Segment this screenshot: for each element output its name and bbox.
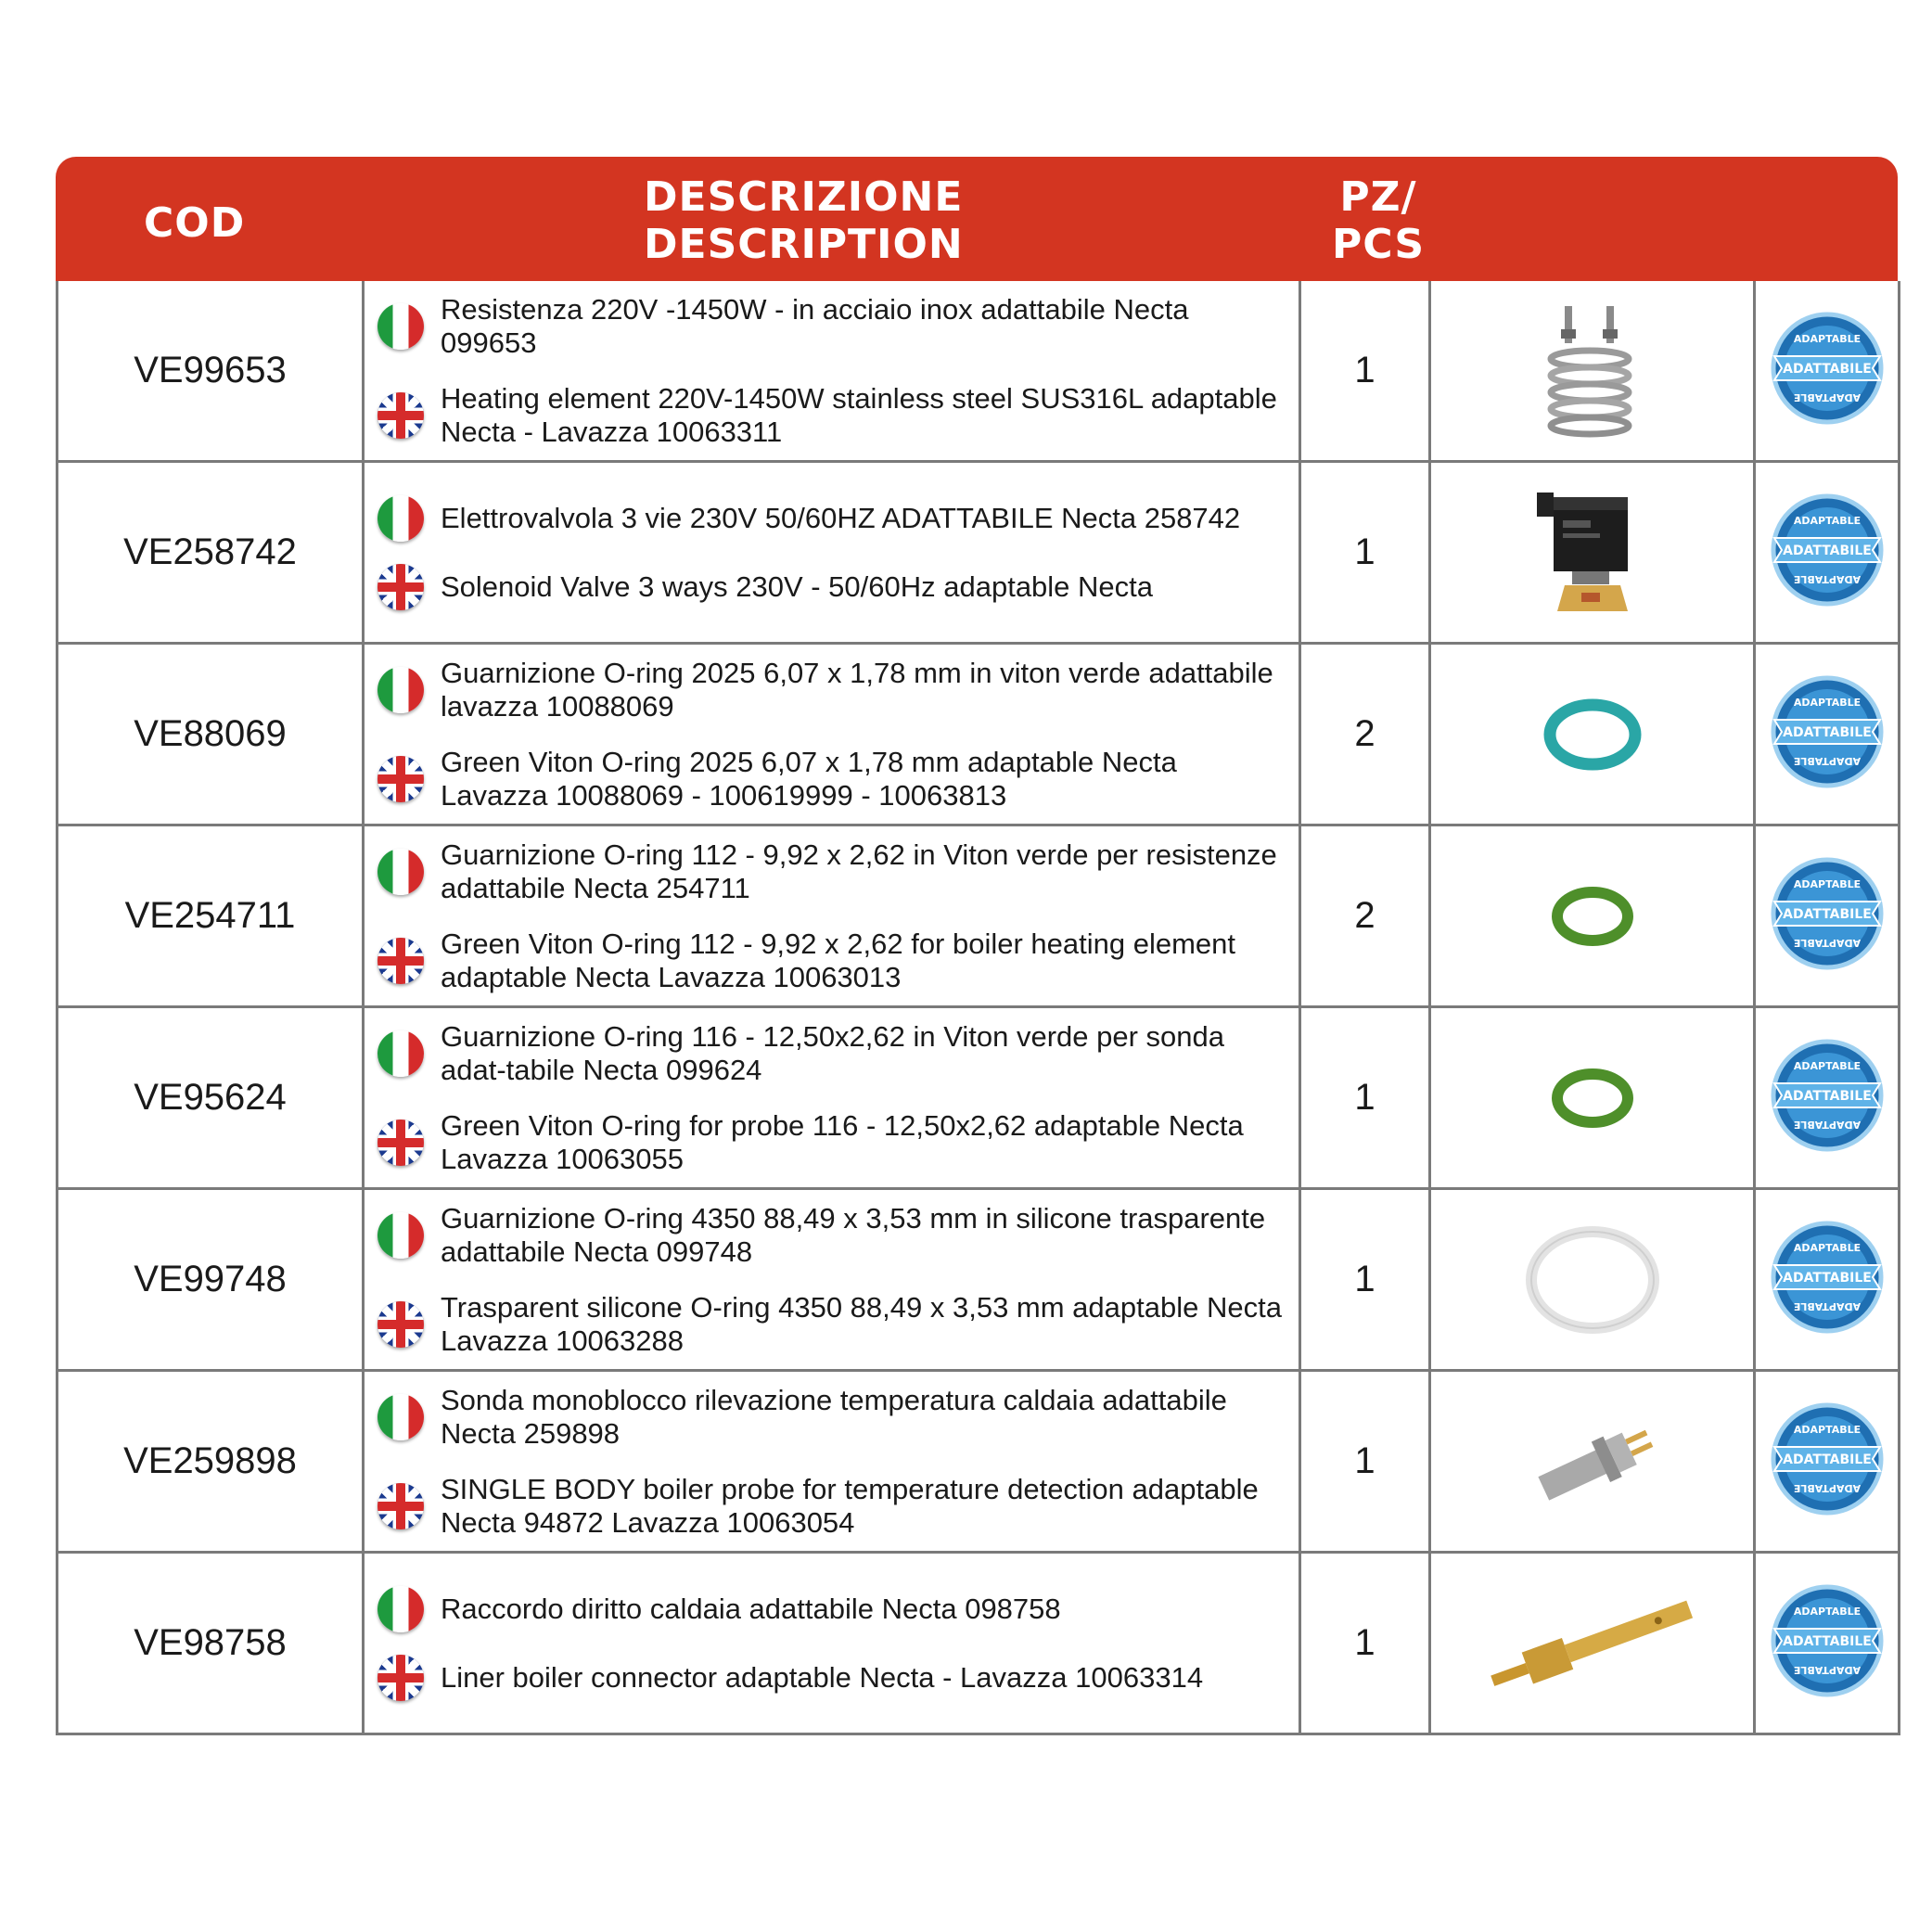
adaptable-badge-icon <box>1767 1399 1887 1519</box>
table-row <box>58 825 1900 1007</box>
header-desc-it: DESCRIZIONE <box>644 173 964 221</box>
header-quantity <box>1332 173 1425 268</box>
adaptable-badge-icon <box>1767 1580 1887 1701</box>
header-description <box>644 173 964 268</box>
italy-flag-icon <box>377 1212 424 1259</box>
badge-top-text: ADAPTABLE <box>1793 697 1861 709</box>
badge-middle-text: ADATTABILE <box>1782 1271 1872 1286</box>
uk-flag-icon <box>377 938 424 984</box>
product-description <box>364 825 1300 1007</box>
description-it-text: Guarnizione O-ring 112 - 9,92 x 2,62 in Viton verde per resistenze adattabile Necta 254711 <box>441 838 1277 904</box>
badge-bottom-text: ADAPTABLE <box>1793 1300 1861 1312</box>
uk-flag-icon <box>377 1483 424 1529</box>
adaptable-badge-cell <box>1755 825 1900 1007</box>
badge-bottom-text: ADAPTABLE <box>1793 755 1861 767</box>
description-en-text: Trasparent silicone O-ring 4350 88,49 x 3,53 mm adaptable Necta Lavazza 10063288 <box>441 1290 1282 1357</box>
badge-middle-text: ADATTABILE <box>1782 1089 1872 1104</box>
product-description <box>364 462 1300 644</box>
badge-top-text: ADAPTABLE <box>1793 1424 1861 1436</box>
product-image <box>1430 1007 1755 1189</box>
adaptable-badge-cell <box>1755 644 1900 825</box>
badge-top-text: ADAPTABLE <box>1793 1242 1861 1254</box>
product-code: VE99748 <box>58 1189 364 1371</box>
uk-flag-icon <box>377 1655 424 1701</box>
product-quantity: 1 <box>1300 281 1430 462</box>
adaptable-badge-icon <box>1767 853 1887 974</box>
italy-flag-icon <box>377 495 424 542</box>
badge-middle-text: ADATTABILE <box>1782 1634 1872 1649</box>
badge-bottom-text: ADAPTABLE <box>1793 1119 1861 1131</box>
product-quantity: 1 <box>1300 462 1430 644</box>
product-quantity: 1 <box>1300 1553 1430 1734</box>
product-image <box>1430 1189 1755 1371</box>
product-description <box>364 1553 1300 1734</box>
uk-flag-icon <box>377 756 424 802</box>
description-english <box>377 928 1286 994</box>
uk-flag-icon <box>377 392 424 439</box>
header-desc-en: DESCRIPTION <box>644 221 964 268</box>
description-it-text: Raccordo diritto caldaia adattabile Necta 098758 <box>441 1592 1061 1625</box>
badge-middle-text: ADATTABILE <box>1782 725 1872 740</box>
badge-middle-text: ADATTABILE <box>1782 362 1872 377</box>
badge-bottom-text: ADAPTABLE <box>1793 391 1861 403</box>
adaptable-badge-cell <box>1755 1189 1900 1371</box>
parts-table-body <box>56 281 1900 1735</box>
description-en-text: Solenoid Valve 3 ways 230V - 50/60Hz adaptable Necta <box>441 569 1154 603</box>
product-code: VE98758 <box>58 1553 364 1734</box>
description-it-text: Resistenza 220V -1450W - in acciaio inox adattabile Necta 099653 <box>441 292 1189 359</box>
green-o-ring-icon <box>1542 1056 1644 1140</box>
product-description <box>364 1371 1300 1553</box>
description-english <box>377 1109 1286 1176</box>
heating-element-icon <box>1532 301 1653 441</box>
adaptable-badge-icon <box>1767 1217 1887 1337</box>
italy-flag-icon <box>377 849 424 895</box>
table-row <box>58 1189 1900 1371</box>
badge-bottom-text: ADAPTABLE <box>1793 937 1861 949</box>
badge-top-text: ADAPTABLE <box>1793 333 1861 345</box>
badge-top-text: ADAPTABLE <box>1793 1606 1861 1618</box>
badge-bottom-text: ADAPTABLE <box>1793 1664 1861 1676</box>
product-image <box>1430 1371 1755 1553</box>
product-quantity: 1 <box>1300 1371 1430 1553</box>
italy-flag-icon <box>377 1030 424 1077</box>
description-italian <box>377 1384 1286 1451</box>
badge-bottom-text: ADAPTABLE <box>1793 1482 1861 1494</box>
adaptable-badge-cell <box>1755 281 1900 462</box>
adaptable-badge-icon <box>1767 490 1887 610</box>
adaptable-badge-icon <box>1767 1035 1887 1156</box>
product-quantity: 1 <box>1300 1007 1430 1189</box>
description-italian <box>377 1586 1286 1632</box>
product-image <box>1430 825 1755 1007</box>
table-row <box>58 1371 1900 1553</box>
boiler-probe-icon <box>1518 1401 1667 1522</box>
description-italian <box>377 495 1286 542</box>
italy-flag-icon <box>377 667 424 713</box>
badge-middle-text: ADATTABILE <box>1782 907 1872 922</box>
product-image <box>1430 281 1755 462</box>
italy-flag-icon <box>377 1586 424 1632</box>
product-description <box>364 1189 1300 1371</box>
product-quantity: 2 <box>1300 644 1430 825</box>
description-english <box>377 1655 1286 1701</box>
product-quantity: 2 <box>1300 825 1430 1007</box>
badge-top-text: ADAPTABLE <box>1793 878 1861 890</box>
description-english <box>377 1473 1286 1540</box>
product-quantity: 1 <box>1300 1189 1430 1371</box>
italy-flag-icon <box>377 1394 424 1440</box>
teal-o-ring-icon <box>1537 688 1648 781</box>
solenoid-valve-icon <box>1528 483 1657 622</box>
product-code: VE88069 <box>58 644 364 825</box>
table-row <box>58 644 1900 825</box>
description-it-text: Guarnizione O-ring 2025 6,07 x 1,78 mm in viton verde adattabile lavazza 10088069 <box>441 656 1273 723</box>
product-image <box>1430 644 1755 825</box>
description-english <box>377 1291 1286 1358</box>
clear-o-ring-icon <box>1518 1220 1667 1340</box>
uk-flag-icon <box>377 1120 424 1166</box>
table-header <box>56 157 1898 281</box>
adaptable-badge-icon <box>1767 308 1887 429</box>
description-it-text: Elettrovalvola 3 vie 230V 50/60HZ ADATTABILE Necta 258742 <box>441 501 1241 534</box>
description-english <box>377 382 1286 449</box>
product-code: VE95624 <box>58 1007 364 1189</box>
brass-connector-icon <box>1477 1593 1708 1695</box>
table-row <box>58 1553 1900 1734</box>
product-code: VE254711 <box>58 825 364 1007</box>
description-english <box>377 564 1286 610</box>
description-it-text: Guarnizione O-ring 4350 88,49 x 3,53 mm in silicone trasparente adattabile Necta 099748 <box>441 1201 1266 1268</box>
adaptable-badge-cell <box>1755 462 1900 644</box>
description-italian <box>377 1202 1286 1269</box>
adaptable-badge-cell <box>1755 1553 1900 1734</box>
adaptable-badge-cell <box>1755 1007 1900 1189</box>
parts-table <box>56 157 1898 1735</box>
header-pcs: PCS <box>1332 221 1426 268</box>
adaptable-badge-icon <box>1767 672 1887 792</box>
description-it-text: Guarnizione O-ring 116 - 12,50x2,62 in Viton verde per sonda adat-tabile Necta 099624 <box>441 1019 1224 1086</box>
header-pz: PZ/ <box>1339 173 1417 221</box>
table-row <box>58 462 1900 644</box>
description-en-text: Green Viton O-ring 112 - 9,92 x 2,62 for boiler heating element adaptable Necta Lavazza 10063013 <box>441 927 1236 993</box>
description-english <box>377 746 1286 812</box>
uk-flag-icon <box>377 564 424 610</box>
uk-flag-icon <box>377 1301 424 1348</box>
product-code: VE99653 <box>58 281 364 462</box>
product-code: VE259898 <box>58 1371 364 1553</box>
product-image <box>1430 1553 1755 1734</box>
product-description <box>364 644 1300 825</box>
description-italian <box>377 293 1286 360</box>
description-en-text: Green Viton O-ring 2025 6,07 x 1,78 mm adaptable Necta Lavazza 10088069 - 100619999 - 10063813 <box>441 745 1177 812</box>
description-en-text: Heating element 220V-1450W stainless steel SUS316L adaptable Necta - Lavazza 10063311 <box>441 381 1277 448</box>
description-it-text: Sonda monoblocco rilevazione temperatura caldaia adattabile Necta 259898 <box>441 1383 1227 1450</box>
badge-middle-text: ADATTABILE <box>1782 1452 1872 1467</box>
badge-top-text: ADAPTABLE <box>1793 515 1861 527</box>
table-row <box>58 1007 1900 1189</box>
description-italian <box>377 1020 1286 1087</box>
product-image <box>1430 462 1755 644</box>
description-en-text: Liner boiler connector adaptable Necta - Lavazza 10063314 <box>441 1660 1204 1694</box>
description-en-text: Green Viton O-ring for probe 116 - 12,50x2,62 adaptable Necta Lavazza 10063055 <box>441 1108 1244 1175</box>
header-cod: COD <box>144 199 246 247</box>
product-description <box>364 1007 1300 1189</box>
description-italian <box>377 657 1286 723</box>
green-o-ring-icon <box>1542 875 1644 958</box>
description-italian <box>377 838 1286 905</box>
product-description <box>364 281 1300 462</box>
adaptable-badge-cell <box>1755 1371 1900 1553</box>
table-row <box>58 281 1900 462</box>
italy-flag-icon <box>377 303 424 350</box>
badge-middle-text: ADATTABILE <box>1782 544 1872 558</box>
product-code: VE258742 <box>58 462 364 644</box>
badge-bottom-text: ADAPTABLE <box>1793 573 1861 585</box>
description-en-text: SINGLE BODY boiler probe for temperature detection adaptable Necta 94872 Lavazza 10063054 <box>441 1472 1259 1539</box>
badge-top-text: ADAPTABLE <box>1793 1060 1861 1072</box>
